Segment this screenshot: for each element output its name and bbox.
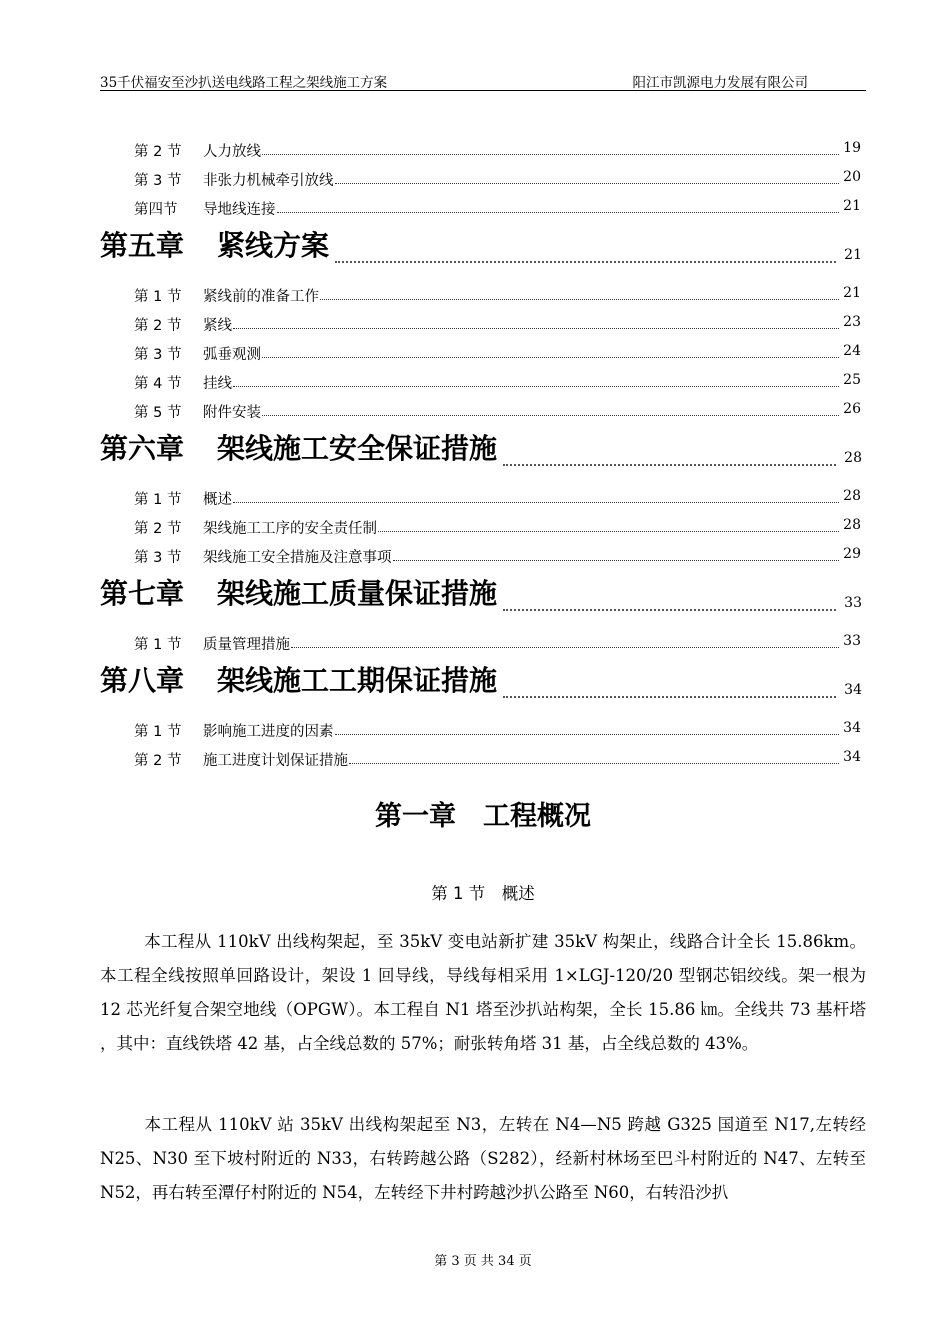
toc-leader-dots <box>262 413 839 416</box>
toc-section-entry[interactable] <box>100 165 866 194</box>
toc-entry-number: 第四节 <box>134 202 178 218</box>
header-document-title: 35千伏福安至沙扒送电线路工程之架线施工方案 <box>100 75 388 91</box>
toc-entry-title: 架线施工工序的安全责任制 <box>203 517 378 538</box>
toc-entry-page-number: 34 <box>844 682 862 698</box>
toc-entry-title: 架线施工安全措施及注意事项 <box>203 546 393 567</box>
toc-entry-title: 附件安装 <box>203 401 262 422</box>
toc-leader-dots <box>291 645 839 648</box>
toc-leader-dots <box>233 326 839 329</box>
table-of-contents <box>100 136 866 774</box>
toc-leader-dots <box>335 181 839 184</box>
toc-entry-number: 第八章 <box>100 664 185 697</box>
toc-leader-dots <box>233 384 839 387</box>
body-paragraph: 本工程从 110kV 出线构架起，至 35kV 变电站新扩建 35kV 构架止，线路合计全长 15.86km。本工程全线按照单回路设计，架设 1 回导线，导线每相采用 1×LGJ-120/20 型钢芯铝绞线。架一根为 12 芯光纤复合架空地线（OPGW）。本工程自 N1 塔至沙扒站构架，全长 15.86 ㎞。全线共 73 基杆塔 ，其中：直线铁塔 42 基，占全线总数的 57%；耐张转角塔 31 基，占全线总数的 43%。 <box>100 932 866 1053</box>
toc-chapter-entry[interactable] <box>100 658 866 716</box>
toc-leader-dots <box>262 355 839 358</box>
toc-entry-number: 第 1 节 <box>134 637 182 653</box>
toc-entry-number: 第 4 节 <box>134 376 182 392</box>
toc-section-entry[interactable] <box>100 339 866 368</box>
toc-leader-dots <box>277 210 839 213</box>
toc-entry-title: 架线施工安全保证措施 <box>217 432 498 465</box>
toc-entry-title: 挂线 <box>203 372 233 393</box>
toc-section-entry[interactable] <box>100 484 866 513</box>
toc-entry-page-number: 34 <box>843 720 861 736</box>
toc-entry-title: 导地线连接 <box>203 198 277 219</box>
toc-entry-page-number: 26 <box>843 401 861 417</box>
toc-entry-page-number: 20 <box>843 169 861 185</box>
body-paragraph: 本工程从 110kV 站 35kV 出线构架起至 N3，左转在 N4—N5 跨越 G325 国道至 N17,左转经 N25、N30 至下坡村附近的 N33，右转跨越公路（S282），经新村林场至巴斗村附近的 N47、左转至 N52，再右转至潭仔村附近的 N54，左转经下井村跨越沙扒公路至 N60，右转沿沙扒 <box>100 1115 866 1202</box>
toc-section-entry[interactable] <box>100 194 866 223</box>
toc-leader-dots <box>320 297 839 300</box>
toc-entry-page-number: 24 <box>843 343 861 359</box>
toc-entry-page-number: 34 <box>843 749 861 765</box>
toc-leader-dots <box>335 253 836 263</box>
toc-section-entry[interactable] <box>100 136 866 165</box>
page-header <box>100 70 866 91</box>
toc-entry-title: 质量管理措施 <box>203 633 291 654</box>
toc-section-entry[interactable] <box>100 368 866 397</box>
chapter-title: 第一章 工程概况 <box>375 801 591 832</box>
toc-entry-title: 架线施工工期保证措施 <box>217 664 498 697</box>
toc-entry-title: 弧垂观测 <box>203 343 262 364</box>
toc-entry-number: 第 1 节 <box>134 289 182 305</box>
toc-entry-page-number: 21 <box>843 285 861 301</box>
section-title: 第 1 节 概述 <box>431 884 535 903</box>
toc-entry-number: 第 3 节 <box>134 173 182 189</box>
page-footer: 第 3 页 共 34 页 <box>434 1254 532 1269</box>
toc-leader-dots <box>262 152 839 155</box>
toc-leader-dots <box>378 529 839 532</box>
toc-leader-dots <box>233 500 839 503</box>
toc-entry-page-number: 28 <box>843 488 861 504</box>
toc-leader-dots <box>503 456 836 466</box>
toc-entry-title: 架线施工质量保证措施 <box>217 577 498 610</box>
toc-entry-title: 非张力机械牵引放线 <box>203 169 335 190</box>
toc-leader-dots <box>503 688 836 698</box>
toc-section-entry[interactable] <box>100 513 866 542</box>
toc-entry-page-number: 29 <box>843 546 861 562</box>
toc-entry-number: 第 5 节 <box>134 405 182 421</box>
header-company-name: 阳江市凯源电力发展有限公司 <box>632 75 808 91</box>
toc-entry-page-number: 33 <box>843 633 861 649</box>
toc-entry-number: 第 2 节 <box>134 318 182 334</box>
toc-entry-number: 第七章 <box>100 577 185 610</box>
toc-section-entry[interactable] <box>100 281 866 310</box>
toc-entry-page-number: 25 <box>843 372 861 388</box>
toc-entry-title: 紧线前的准备工作 <box>203 285 320 306</box>
toc-entry-page-number: 33 <box>844 595 862 611</box>
toc-leader-dots <box>349 761 839 764</box>
toc-entry-number: 第 2 节 <box>134 144 182 160</box>
toc-leader-dots <box>503 601 836 611</box>
toc-entry-number: 第 2 节 <box>134 753 182 769</box>
toc-entry-title: 紧线 <box>203 314 233 335</box>
toc-chapter-entry[interactable] <box>100 223 866 281</box>
toc-section-entry[interactable] <box>100 310 866 339</box>
toc-entry-page-number: 28 <box>843 517 861 533</box>
toc-section-entry[interactable] <box>100 542 866 571</box>
toc-entry-title: 人力放线 <box>203 140 262 161</box>
toc-entry-number: 第 3 节 <box>134 347 182 363</box>
toc-section-entry[interactable] <box>100 745 866 774</box>
toc-entry-page-number: 21 <box>843 198 861 214</box>
toc-leader-dots <box>393 558 839 561</box>
toc-entry-title: 施工进度计划保证措施 <box>203 749 349 770</box>
toc-entry-number: 第 1 节 <box>134 724 182 740</box>
toc-entry-number: 第六章 <box>100 432 185 465</box>
toc-entry-number: 第 1 节 <box>134 492 182 508</box>
toc-entry-title: 紧线方案 <box>217 229 330 262</box>
toc-entry-title: 概述 <box>203 488 233 509</box>
toc-entry-page-number: 28 <box>844 450 862 466</box>
toc-section-entry[interactable] <box>100 629 866 658</box>
toc-entry-number: 第 2 节 <box>134 521 182 537</box>
toc-entry-page-number: 19 <box>843 140 861 156</box>
toc-entry-number: 第五章 <box>100 229 185 262</box>
toc-chapter-entry[interactable] <box>100 426 866 484</box>
toc-entry-title: 影响施工进度的因素 <box>203 720 335 741</box>
toc-chapter-entry[interactable] <box>100 571 866 629</box>
toc-section-entry[interactable] <box>100 716 866 745</box>
toc-entry-page-number: 23 <box>843 314 861 330</box>
toc-section-entry[interactable] <box>100 397 866 426</box>
toc-leader-dots <box>335 732 839 735</box>
toc-entry-number: 第 3 节 <box>134 550 182 566</box>
toc-entry-page-number: 21 <box>844 247 862 263</box>
